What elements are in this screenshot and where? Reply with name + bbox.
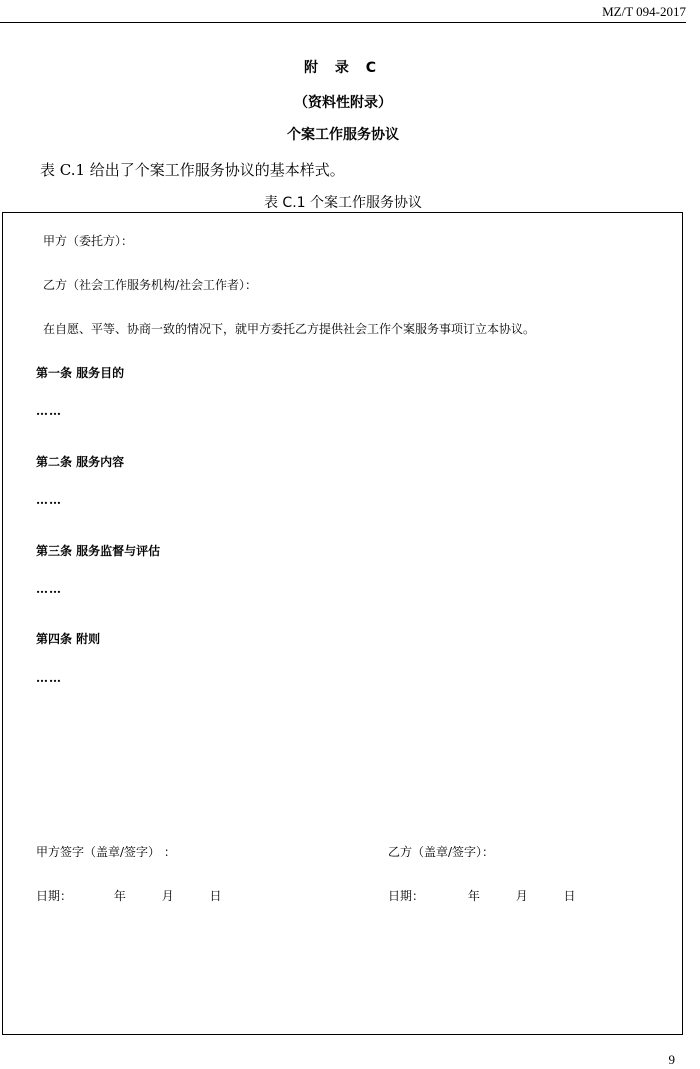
year-label: 年 xyxy=(113,889,126,903)
date-line-a xyxy=(36,887,222,904)
article-2-title: 第二条 服务内容 xyxy=(36,455,125,469)
day-label: 日 xyxy=(209,889,222,903)
article-3-content: …… xyxy=(36,582,62,596)
signature-party-a: 甲方签字（盖章/签字） ： xyxy=(36,845,176,859)
agreement-table xyxy=(2,212,683,1035)
table-caption: 表 C.1 个案工作服务协议 xyxy=(263,195,423,211)
year-label: 年 xyxy=(467,889,480,903)
article-3-title: 第三条 服务监督与评估 xyxy=(36,544,161,558)
date-label: 日期： xyxy=(36,889,73,903)
party-b-label: 乙方（社会工作服务机构/社会工作者）： xyxy=(43,278,258,292)
header-rule xyxy=(0,22,686,23)
month-label: 月 xyxy=(515,889,528,903)
party-a-label: 甲方（委托方）： xyxy=(43,234,134,248)
article-4-title: 第四条 附则 xyxy=(36,632,101,646)
article-1-content: …… xyxy=(36,404,62,418)
date-line-b xyxy=(388,887,576,904)
month-label: 月 xyxy=(161,889,174,903)
page-number: 9 xyxy=(668,1052,675,1067)
appendix-title: 附 录 C xyxy=(303,60,383,76)
appendix-name: 个案工作服务协议 xyxy=(287,127,399,143)
article-1-title: 第一条 服务目的 xyxy=(36,366,125,380)
signature-party-b: 乙方（盖章/签字）： xyxy=(388,845,495,859)
intro-paragraph: 表 C.1 给出了个案工作服务协议的基本样式。 xyxy=(40,161,345,179)
standard-number: MZ/T 094-2017 xyxy=(602,4,686,19)
appendix-nature: （资料性附录） xyxy=(294,95,392,111)
day-label: 日 xyxy=(563,889,576,903)
article-2-content: …… xyxy=(36,493,62,507)
article-4-content: …… xyxy=(36,671,62,685)
preamble: 在自愿、平等、协商一致的情况下，就甲方委托乙方提供社会工作个案服务事项订立本协议。 xyxy=(43,322,536,336)
date-label: 日期： xyxy=(388,889,425,903)
